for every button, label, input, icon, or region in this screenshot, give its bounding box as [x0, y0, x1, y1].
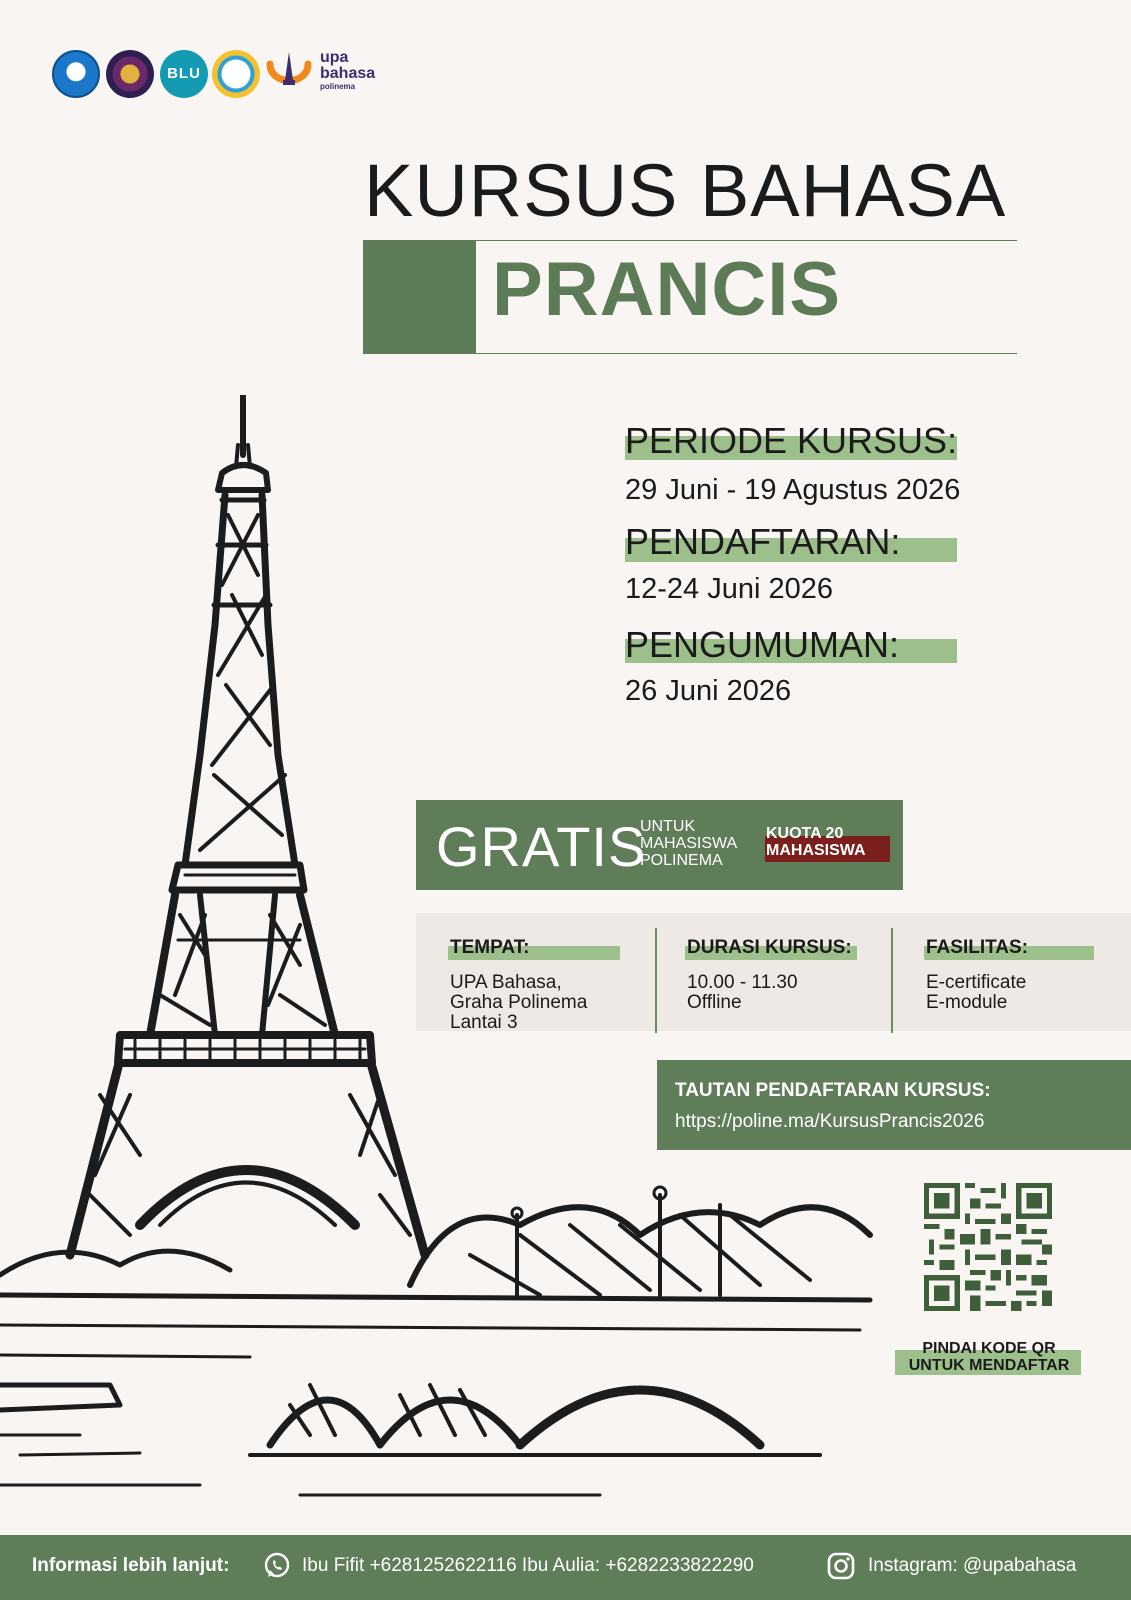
blu-logo: BLU	[160, 50, 208, 98]
detail-facilities	[926, 937, 1126, 1013]
footer-label: Informasi lebih lanjut:	[32, 1555, 230, 1576]
upa-bahasa-logo-text: upa bahasa polinema	[320, 49, 376, 91]
polinema-logo	[106, 50, 154, 98]
schedule-heading-period: PERIODE KURSUS:	[625, 420, 958, 461]
detail-duration-text: 10.00 - 11.30 Offline	[687, 972, 798, 1013]
schedule-value-period: 29 Juni - 19 Agustus 2026	[625, 474, 961, 506]
eligibility-text: UNTUK MAHASISWA POLINEMA	[640, 818, 738, 869]
quota-text: KUOTA 20 MAHASISWA	[766, 825, 866, 859]
campus-logo	[212, 50, 260, 98]
schedule-value-announcement: 26 Juni 2026	[625, 675, 792, 707]
schedule-heading-announcement: PENGUMUMAN:	[625, 624, 900, 665]
detail-duration-heading: DURASI KURSUS:	[687, 937, 852, 958]
title-divider-top	[476, 240, 1017, 241]
detail-place-text: UPA Bahasa, Graha Polinema Lantai 3	[450, 972, 588, 1033]
title-accent-block	[363, 240, 476, 354]
footer-contacts: Ibu Fifit +6281252622116 Ibu Aulia: +6282233822290	[302, 1555, 754, 1576]
detail-place	[450, 937, 650, 1033]
instagram-icon	[826, 1551, 856, 1581]
footer-bar	[0, 1535, 1131, 1600]
registration-link-box	[657, 1060, 1131, 1150]
schedule-heading-registration: PENDAFTARAN:	[625, 521, 901, 562]
registration-link-heading: TAUTAN PENDAFTARAN KURSUS:	[675, 1080, 991, 1101]
title-divider-bottom	[476, 353, 1017, 354]
page-subtitle: PRANCIS	[492, 247, 842, 332]
detail-place-heading: TEMPAT:	[450, 937, 530, 958]
detail-duration	[687, 937, 887, 1013]
registration-link[interactable]: https://poline.ma/KursusPrancis2026	[675, 1111, 985, 1132]
course-details-panel	[416, 913, 1131, 1031]
free-offer-banner	[416, 800, 903, 890]
registration-qr-code[interactable]	[924, 1183, 1052, 1311]
free-label: GRATIS	[436, 815, 647, 878]
footer-instagram[interactable]: Instagram: @upabahasa	[868, 1555, 1077, 1576]
upa-bahasa-mark-icon	[266, 50, 312, 96]
qr-caption: PINDAI KODE QR UNTUK MENDAFTAR	[908, 1340, 1070, 1374]
whatsapp-icon	[262, 1551, 292, 1581]
detail-facilities-text: E-certificate E-module	[926, 972, 1027, 1013]
detail-divider	[655, 928, 657, 1033]
detail-divider	[891, 928, 893, 1033]
schedule-value-registration: 12-24 Juni 2026	[625, 573, 833, 605]
page-title: KURSUS BAHASA	[364, 149, 1007, 232]
detail-facilities-heading: FASILITAS:	[926, 937, 1029, 958]
tut-wuri-logo	[52, 50, 100, 98]
